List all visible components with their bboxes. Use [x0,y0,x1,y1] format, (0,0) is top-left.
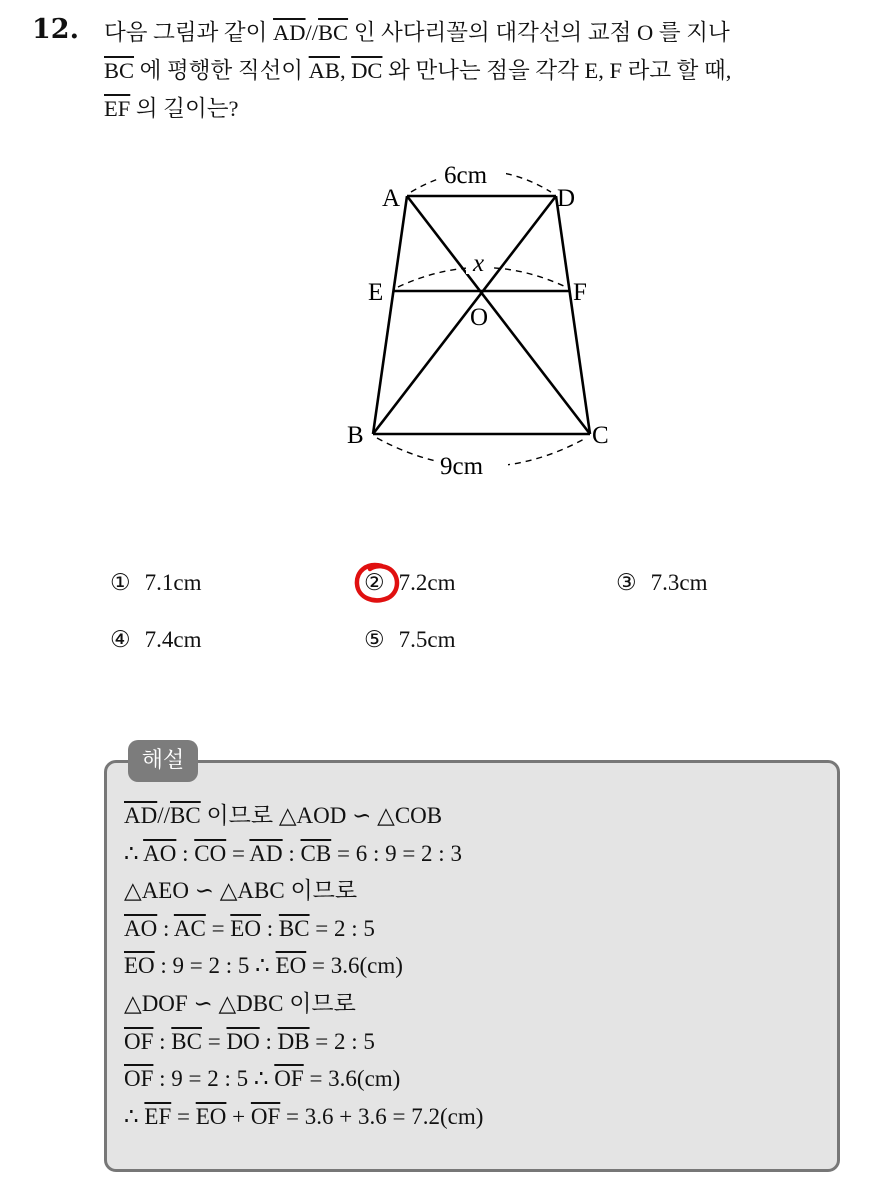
choice-number: ③ [616,570,637,595]
solution-text: : 9 = 2 : 5 ∴ [153,1066,275,1092]
segment-label: $\overline{BC}$ [170,803,201,828]
segment-ab: $\overline{AB}$ [308,58,340,83]
vertex-d-label: D [557,185,576,212]
comma: , [339,58,352,83]
segment-label: $\overline{OF}$ [274,1066,304,1092]
solution-text: : [153,1028,172,1054]
solution-text: = 3.6(cm) [306,953,403,979]
segment-ef: $\overline{EF}$ [104,96,131,121]
choice-5[interactable] [364,627,455,653]
choice-4[interactable] [110,627,201,653]
choice-number: ④ [110,627,131,652]
choice-text: 7.5cm [398,627,456,652]
solution-text: = [205,915,231,941]
solution-text: : 9 = 2 : 5 ∴ [154,953,276,979]
segment-label: $\overline{CO}$ [194,840,227,866]
solution-text: △AEO ∽ △ABC 이므로 [124,878,358,904]
solution-text: 이므로 △AOD ∽ △COB [200,803,443,828]
solution-line [124,835,483,873]
diagonal-ac [407,196,590,434]
problem-number: 12. [32,14,79,45]
segment-label: $\overline{EO}$ [195,1103,227,1129]
segment-label: $\overline{BC}$ [171,1028,202,1054]
segment-label: $\overline{EO}$ [230,915,261,941]
segment-ad: $\overline{AD}$ [273,20,306,45]
choice-text: 7.3cm [650,570,708,595]
bottom-length-label: 9cm [440,453,484,480]
segment-bc: $\overline{BC}$ [318,20,349,45]
solution-title: 해설 [128,740,198,782]
solution-line [124,1023,483,1061]
middle-variable-label: x [473,250,485,277]
segment-label: $\overline{DO}$ [226,1028,260,1054]
question-line-2 [104,52,874,90]
solution-text: △DOF ∽ △DBC 이므로 [124,990,356,1016]
segment-dc: $\overline{DC}$ [351,58,383,83]
diagonal-bd [373,196,556,434]
segment-label: $\overline{AO}$ [124,915,158,941]
solution-text: + [226,1103,251,1129]
solution-text: = [201,1028,227,1054]
solution-text: ∴ [124,840,144,866]
parallel-symbol: // [305,20,319,45]
question-text-part: 인 사다리꼴의 대각선의 교점 O 를 지나 [348,20,730,45]
segment-label: $\overline{BC}$ [278,915,310,941]
answer-circle-mark [352,560,404,608]
solution-line [124,985,483,1023]
vertex-b-label: B [347,422,364,449]
choice-text: 7.1cm [144,570,202,595]
solution-text: = [171,1103,196,1129]
segment-label: $\overline{AC}$ [173,915,206,941]
question-text-part: 다음 그림과 같이 [104,20,274,45]
segment-label: $\overline{EO}$ [275,953,307,979]
solution-line [124,872,483,910]
solution-text: ∴ [124,1103,145,1129]
solution-text: : [157,915,174,941]
segment-label: $\overline{DB}$ [277,1028,310,1054]
segment-label: $\overline{OF}$ [124,1066,154,1092]
solution-lines [124,797,483,1135]
question-text-part: 와 만나는 점을 각각 E, F 라고 할 때, [382,58,732,83]
solution-text: // [157,803,171,828]
point-f-label: F [573,279,587,306]
segment-label: $\overline{AD}$ [249,840,283,866]
segment-label: $\overline{EF}$ [144,1103,172,1129]
vertex-c-label: C [592,422,609,449]
solution-text: = [226,840,250,866]
point-o-label: O [470,304,489,331]
choice-number: ① [110,570,131,595]
solution-text: : [282,840,301,866]
solution-text: : [176,840,195,866]
segment-label: $\overline{CB}$ [300,840,332,866]
choice-3[interactable] [616,570,707,596]
top-length-label: 6cm [444,162,488,189]
question-text-part: 의 길이는? [130,96,239,121]
segment-label: $\overline{AO}$ [143,840,177,866]
question-text [104,14,874,128]
segment-label: $\overline{OF}$ [124,1028,154,1054]
segment-bc: $\overline{BC}$ [104,58,135,83]
solution-line [124,910,483,948]
solution-line [124,797,483,835]
trapezoid-figure [330,150,640,490]
solution-text: = 6 : 9 = 2 : 3 [331,840,462,866]
choice-number: ⑤ [364,627,385,652]
choice-text: 7.2cm [398,570,456,595]
question-line-3 [104,90,874,128]
solution-text: = 2 : 5 [309,915,375,941]
segment-label: $\overline{OF}$ [250,1103,281,1129]
choice-1[interactable] [110,570,201,596]
segment-label: $\overline{EO}$ [124,953,155,979]
point-e-label: E [368,279,384,306]
solution-text: = 3.6(cm) [303,1066,401,1092]
solution-line [124,1060,483,1098]
choice-number: ② [364,570,385,595]
solution-text: = 3.6 + 3.6 = 7.2(cm) [280,1103,484,1129]
segment-label: $\overline{AD}$ [124,803,158,828]
solution-text: : [259,1028,278,1054]
question-text-part: 에 평행한 직선이 [134,58,309,83]
solution-line [124,947,483,985]
choice-text: 7.4cm [144,627,202,652]
solution-text: = 2 : 5 [309,1028,375,1054]
question-line-1 [104,14,874,52]
vertex-a-label: A [382,185,401,212]
solution-text: : [260,915,279,941]
solution-line [124,1098,483,1136]
